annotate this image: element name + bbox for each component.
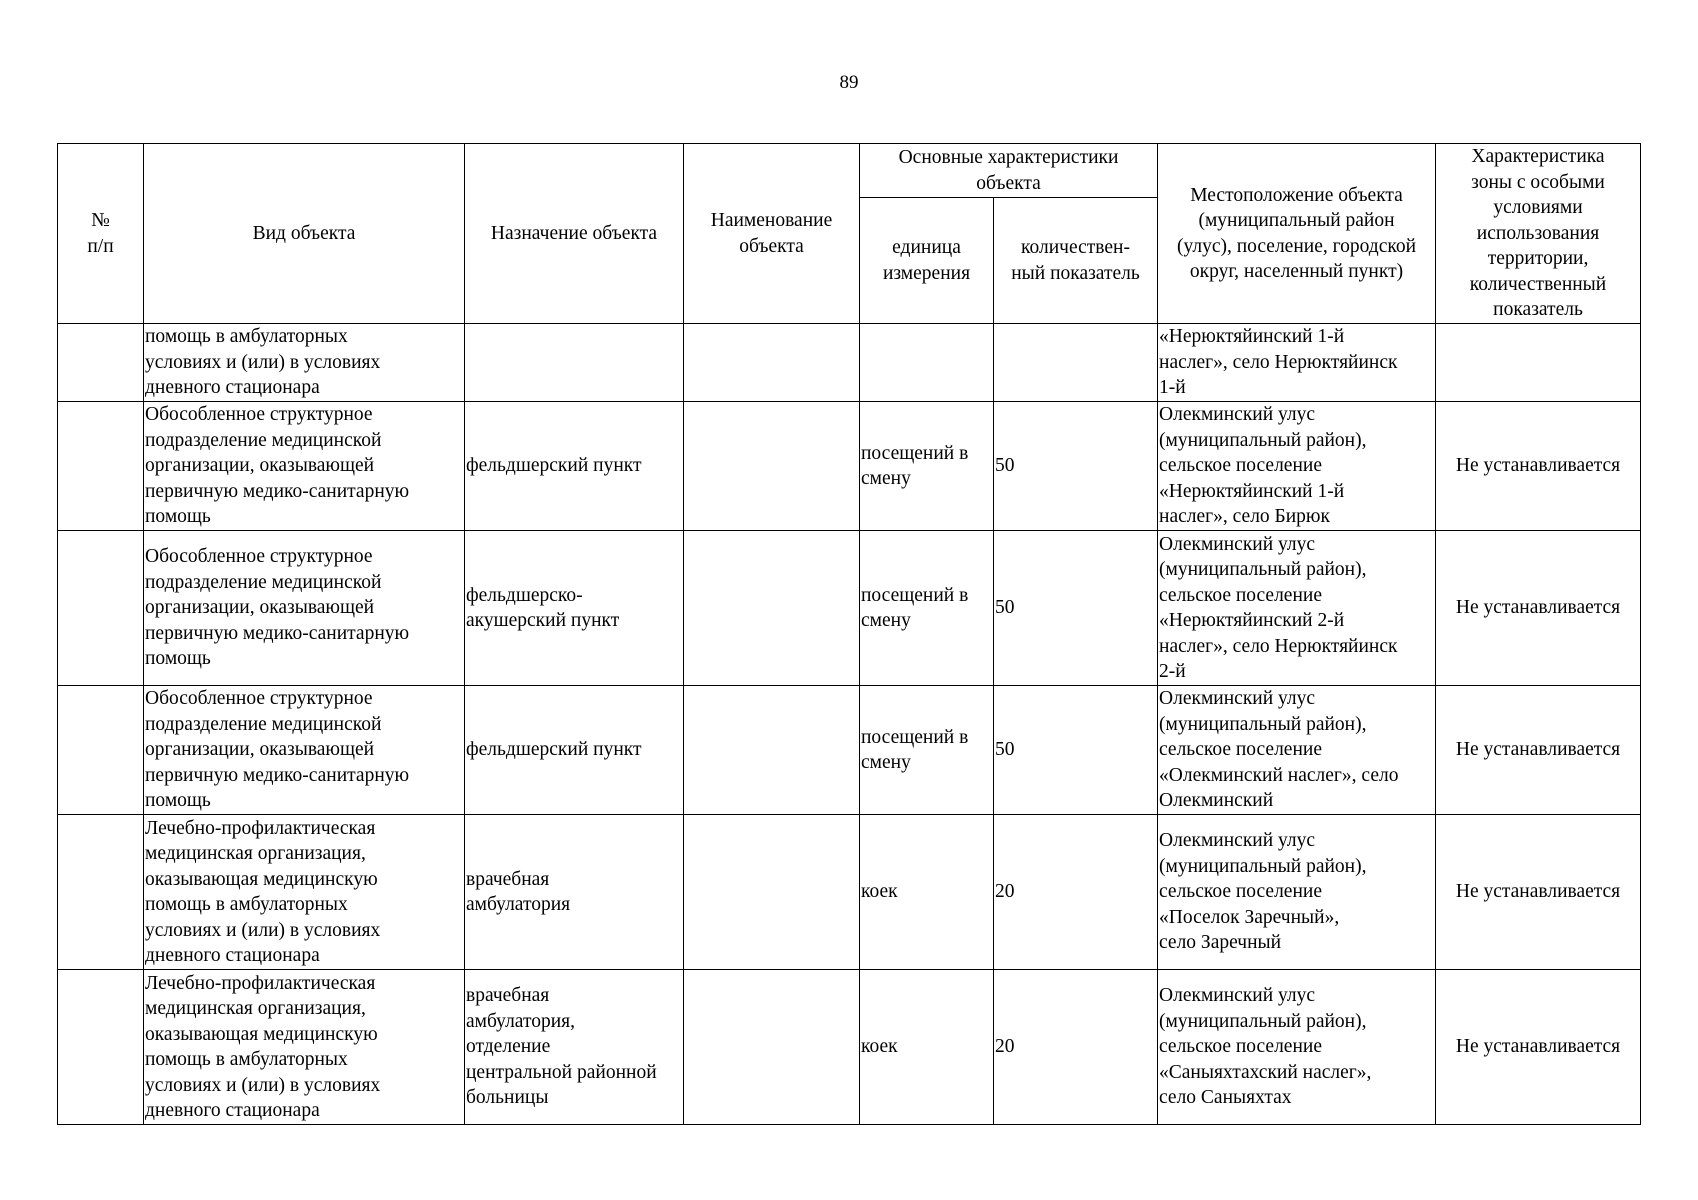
table-row xyxy=(58,815,1641,970)
cell-location: Олекминский улус (муниципальный район), сельское поселение «Олекминский наслег», село Олекминский xyxy=(1158,686,1436,815)
table-row xyxy=(58,402,1641,531)
cell-purpose xyxy=(465,324,684,402)
header-zone: Характеристика зоны с особыми условиями использования территории, количественный показатель xyxy=(1436,144,1641,324)
cell-name xyxy=(684,815,860,970)
cell-purpose: фельдшерский пункт xyxy=(465,402,684,531)
cell-type: помощь в амбулаторных условиях и (или) в условиях дневного стационара xyxy=(144,324,465,402)
cell-name xyxy=(684,970,860,1125)
cell-unit: коек xyxy=(860,970,994,1125)
cell-purpose: врачебная амбулатория, отделение центральной районной больницы xyxy=(465,970,684,1125)
table-header xyxy=(58,144,1641,324)
cell-quantity: 50 xyxy=(994,531,1158,686)
cell-type: Обособленное структурное подразделение медицинской организации, оказывающей первичную медико-санитарную помощь xyxy=(144,531,465,686)
cell-location: Олекминский улус (муниципальный район), сельское поселение «Поселок Заречный», село Заречный xyxy=(1158,815,1436,970)
cell-num xyxy=(58,402,144,531)
cell-zone: Не устанавливается xyxy=(1436,686,1641,815)
cell-purpose: фельдшерско- акушерский пункт xyxy=(465,531,684,686)
cell-type: Обособленное структурное подразделение медицинской организации, оказывающей первичную медико-санитарную помощь xyxy=(144,686,465,815)
cell-name xyxy=(684,324,860,402)
cell-num xyxy=(58,970,144,1125)
table-row xyxy=(58,531,1641,686)
cell-purpose: врачебная амбулатория xyxy=(465,815,684,970)
cell-unit: посещений в смену xyxy=(860,531,994,686)
cell-num xyxy=(58,815,144,970)
cell-unit: посещений в смену xyxy=(860,402,994,531)
header-location: Местоположение объекта (муниципальный район (улус), поселение, городской округ, населенный пункт) xyxy=(1158,144,1436,324)
cell-zone: Не устанавливается xyxy=(1436,815,1641,970)
cell-zone: Не устанавливается xyxy=(1436,970,1641,1125)
header-type: Вид объекта xyxy=(144,144,465,324)
cell-purpose: фельдшерский пункт xyxy=(465,686,684,815)
table-row xyxy=(58,970,1641,1125)
cell-zone xyxy=(1436,324,1641,402)
cell-location: «Нерюктяйинский 1-й наслег», село Нерюктяйинск 1-й xyxy=(1158,324,1436,402)
cell-quantity xyxy=(994,324,1158,402)
header-name: Наименование объекта xyxy=(684,144,860,324)
cell-quantity: 20 xyxy=(994,815,1158,970)
cell-quantity: 50 xyxy=(994,402,1158,531)
cell-name xyxy=(684,686,860,815)
cell-unit xyxy=(860,324,994,402)
cell-type: Лечебно-профилактическая медицинская организация, оказывающая медицинскую помощь в амбулаторных условиях и (или) в условиях дневного стационара xyxy=(144,815,465,970)
header-quantity: количествен- ный показатель xyxy=(994,198,1158,324)
cell-zone: Не устанавливается xyxy=(1436,402,1641,531)
page-number: 89 xyxy=(839,72,859,93)
table-row xyxy=(58,686,1641,815)
cell-location: Олекминский улус (муниципальный район), сельское поселение «Нерюктяйинский 2-й наслег», село Нерюктяйинск 2-й xyxy=(1158,531,1436,686)
cell-unit: коек xyxy=(860,815,994,970)
cell-type: Обособленное структурное подразделение медицинской организации, оказывающей первичную медико-санитарную помощь xyxy=(144,402,465,531)
header-unit: единица измерения xyxy=(860,198,994,324)
cell-unit: посещений в смену xyxy=(860,686,994,815)
header-num: № п/п xyxy=(58,144,144,324)
cell-num xyxy=(58,531,144,686)
cell-type: Лечебно-профилактическая медицинская организация, оказывающая медицинскую помощь в амбулаторных условиях и (или) в условиях дневного стационара xyxy=(144,970,465,1125)
header-purpose: Назначение объекта xyxy=(465,144,684,324)
cell-quantity: 50 xyxy=(994,686,1158,815)
cell-name xyxy=(684,531,860,686)
cell-location: Олекминский улус (муниципальный район), сельское поселение «Нерюктяйинский 1-й наслег», село Бирюк xyxy=(1158,402,1436,531)
cell-location: Олекминский улус (муниципальный район), сельское поселение «Саныяхтахский наслег», село Саныяхтах xyxy=(1158,970,1436,1125)
cell-num xyxy=(58,324,144,402)
table-row xyxy=(58,324,1641,402)
cell-num xyxy=(58,686,144,815)
objects-table xyxy=(57,143,1641,1125)
cell-quantity: 20 xyxy=(994,970,1158,1125)
header-characteristics: Основные характеристики объекта xyxy=(860,144,1158,198)
cell-zone: Не устанавливается xyxy=(1436,531,1641,686)
cell-name xyxy=(684,402,860,531)
